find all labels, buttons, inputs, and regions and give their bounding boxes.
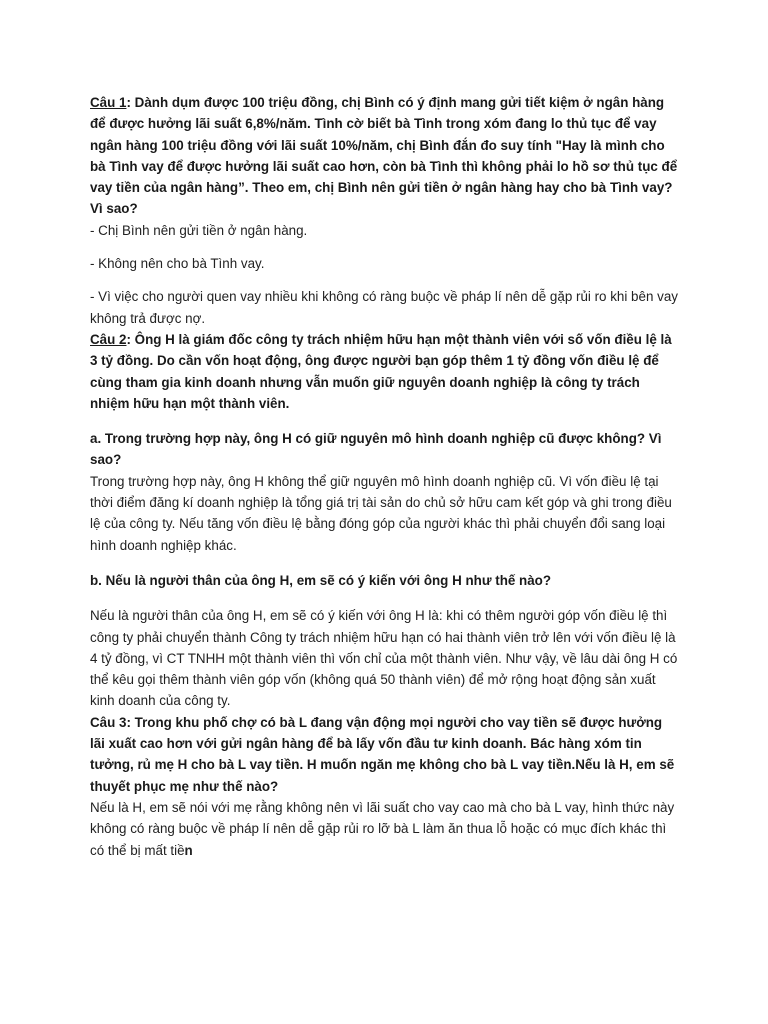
answer-3-text: Nếu là H, em sẽ nói với mẹ rằng không nên vì lãi suất cho vay cao mà cho bà L vay, hình thức này không có ràng buộc về pháp lí nên dễ gặp rủi ro lỡ bà L làm ăn thua lỗ hoặc có mục đích khác thì có thể bị mất tiề <box>90 799 675 858</box>
question-2b: b. Nếu là người thân của ông H, em sẽ có ý kiến với ông H như thế nào? <box>90 572 552 588</box>
question-1-label: Câu 1 <box>90 95 127 110</box>
question-2-label: Câu 2 <box>90 331 127 347</box>
answer-2a: Trong trường hợp này, ông H không thể giữ nguyên mô hình doanh nghiệp cũ. Vì vốn điều lệ tại thời điểm đăng kí doanh nghiệp là tổng giá trị tài sản do chủ sở hữu cam kết góp và ghi trong điều lệ của công ty. Nếu tăng vốn điều lệ bằng đóng góp của người khác thì phải chuyển đổi sang loại hình doanh nghiệp khác. <box>90 473 672 553</box>
answer-3-end: n <box>184 842 193 858</box>
question-1 <box>90 92 680 220</box>
question-2 <box>90 329 680 414</box>
answer-3 <box>90 797 680 861</box>
answer-1-line-1: - Chị Bình nên gửi tiền ở ngân hàng. <box>90 222 308 238</box>
question-1-text: : Dành dụm được 100 triệu đồng, chị Bình có ý định mang gửi tiết kiệm ở ngân hàng để được hưởng lãi suất 6,8%/năm. Tình cờ biết bà Tình trong xóm đang lo thủ tục để vay ngân hàng 100 triệu đồng với lãi suất 10%/năm, chị Bình đắn đo suy tính "Hay là mình cho bà Tình vay để được hưởng lãi suất cao hơn, còn bà Tình thì không phải lo hồ sơ thủ tục để vay tiền của ngân hàng”. Theo em, chị Bình nên gửi tiền ở ngân hàng hay cho bà Tình vay? Vì sao? <box>90 95 678 217</box>
answer-1-line-3: - Vì việc cho người quen vay nhiều khi không có ràng buộc về pháp lí nên dễ gặp rủi ro khi bên vay không trả được nợ. <box>90 289 678 326</box>
answer-1-line-2: - Không nên cho bà Tình vay. <box>90 256 265 272</box>
question-2a: a. Trong trường hợp này, ông H có giữ nguyên mô hình doanh nghiệp cũ được không? Vì sao? <box>90 431 662 468</box>
question-2-text: : Ông H là giám đốc công ty trách nhiệm hữu hạn một thành viên với số vốn điều lệ là 3 tỷ đồng. Do cần vốn hoạt động, ông được người bạn góp thêm 1 tỷ đồng vốn điều lệ để cùng tham gia kinh doanh nhưng vẫn muốn giữ nguyên doanh nghiệp là công ty trách nhiệm hữu hạn một thành viên. <box>90 331 672 411</box>
question-3: Câu 3: Trong khu phố chợ có bà L đang vận động mọi người cho vay tiền sẽ được hưởng lãi xuất cao hơn với gửi ngân hàng để bà lấy vốn đầu tư kinh doanh. Bác hàng xóm tin tưởng, rủ mẹ H cho bà L vay tiền. H muốn ngăn mẹ không cho bà L vay tiền.Nếu là H, em sẽ thuyết phục mẹ như thế nào? <box>90 714 675 794</box>
document-body <box>90 92 680 861</box>
answer-2b: Nếu là người thân của ông H, em sẽ có ý kiến với ông H là: khi có thêm người góp vốn điều lệ thì công ty phải chuyển thành Công ty trách nhiệm hữu hạn có hai thành viên trở lên với vốn điều lệ là 4 tỷ đồng, vì CT TNHH một thành viên thì vốn chỉ của một thành viên. Như vậy, về lâu dài ông H có thể kêu gọi thêm thành viên góp vốn (không quá 50 thành viên) để mở rộng hoạt động sản xuất kinh doanh của công ty. <box>90 608 678 709</box>
